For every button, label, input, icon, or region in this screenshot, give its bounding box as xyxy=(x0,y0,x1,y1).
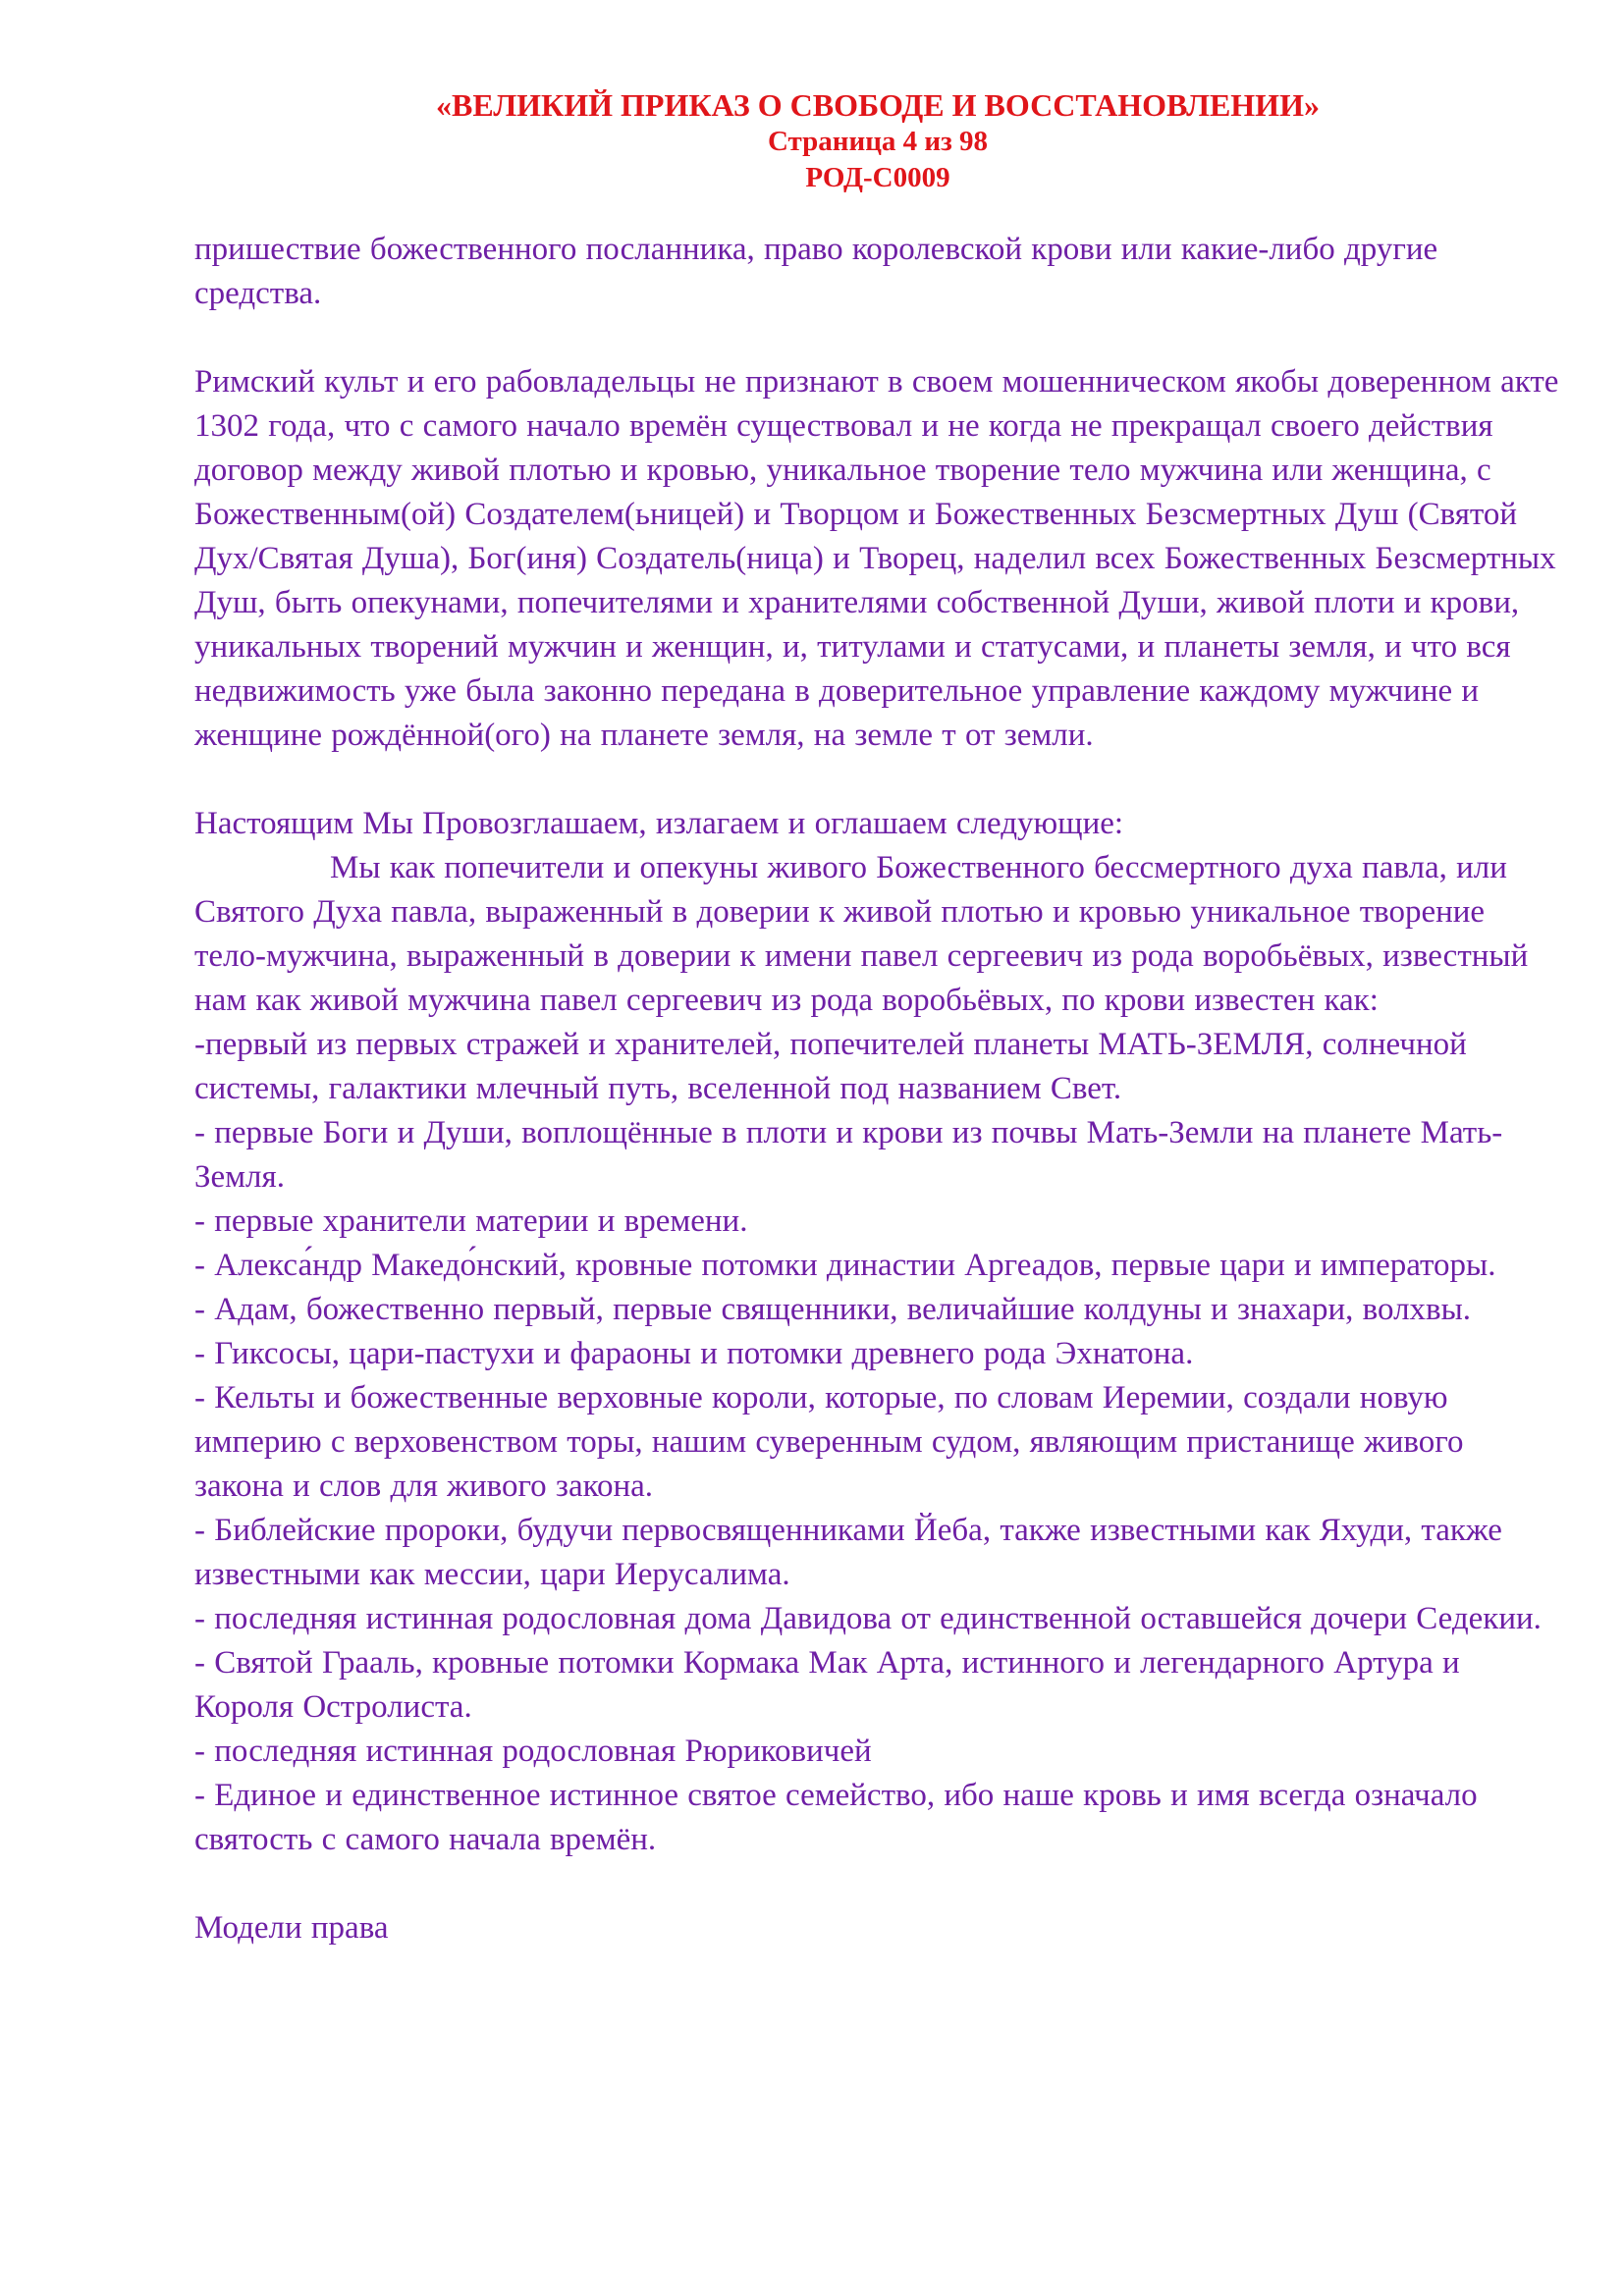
document-code: РОД-С0009 xyxy=(805,162,950,193)
paragraph: - последняя истинная родословная дома Давидова от единственной оставшейся дочери Седекии. xyxy=(194,1601,1542,1636)
document-title: «ВЕЛИКИЙ ПРИКАЗ О СВОБОДЕ И ВОССТАНОВЛЕНИИ» xyxy=(436,87,1320,123)
blank-line xyxy=(194,316,1561,360)
paragraph: - Библейские пророки, будучи первосвященниками Йеба, также известными как Яхуди, также известными как мессии, цари Иерусалима. xyxy=(194,1513,1502,1592)
paragraph: - Кельты и божественные верховные короли, которые, по словам Иеремии, создали новую империю с верховенством торы, нашим суверенным судом, являющим пристанище живого закона и слов для живого закона. xyxy=(194,1380,1464,1504)
document-header xyxy=(194,86,1561,196)
document-body xyxy=(194,228,1561,1950)
paragraph: -первый из первых стражей и хранителей, попечителей планеты МАТЬ-ЗЕМЛЯ, солнечной системы, галактики млечный путь, вселенной под названием Свет. xyxy=(194,1027,1467,1106)
paragraph: - первые Боги и Души, воплощённые в плоти и крови из почвы Мать-Земли на планете Мать-Земля. xyxy=(194,1115,1503,1195)
paragraph: - Гиксосы, цари-пастухи и фараоны и потомки древнего рода Эхнатона. xyxy=(194,1336,1194,1371)
paragraph: - Святой Грааль, кровные потомки Кормака Мак Арта, истинного и легендарного Артура и Короля Остролиста. xyxy=(194,1645,1460,1725)
blank-line xyxy=(194,758,1561,802)
blank-line xyxy=(194,1862,1561,1906)
paragraph: Римский культ и его рабовладельцы не признают в своем мошенническом якобы доверенном акте 1302 года, что с самого начало времён существовал и не когда не прекращал своего действия договор между живой плотью и кровью, уникальное творение тело мужчина или женщина, с Божественным(ой) Создателем(ьницей) и Творцом и Божественных Безсмертных Душ (Святой Дух/Святая Душа), Бог(иня) Создатель(ница) и Творец, наделил всех Божественных Безсмертных Душ, быть опекунами, попечителями и хранителями собственной Души, живой плоти и крови, уникальных творений мужчин и женщин, и, титулами и статусами, и планеты земля, и что вся недвижимость уже была законно передана в доверительное управление каждому мужчине и женщине рождённой(ого) на планете земля, на земле т от земли. xyxy=(194,364,1559,753)
paragraph: Модели права xyxy=(194,1910,389,1946)
paragraph: Мы как попечители и опекуны живого Божественного бессмертного духа павла, или Святого Духа павла, выраженный в доверии к живой плотью и кровью уникальное творение тело-мужчина, выраженный в доверии к имени павел сергеевич из рода воробьёвых, известный нам как живой мужчина павел сергеевич из рода воробьёвых, по крови известен как: xyxy=(194,850,1529,1018)
paragraph: - Единое и единственное истинное святое семейство, ибо наше кровь и имя всегда означало святость с самого начала времён. xyxy=(194,1778,1478,1857)
paragraph: - Алекса́ндр Македо́нский, кровные потомки династии Аргеадов, первые цари и императоры. xyxy=(194,1248,1496,1283)
paragraph: Настоящим Мы Провозглашаем, излагаем и оглашаем следующие: xyxy=(194,806,1124,841)
paragraph: - Адам, божественно первый, первые священники, величайшие колдуны и знахари, волхвы. xyxy=(194,1292,1472,1327)
paragraph: пришествие божественного посланника, право королевской крови или какие-либо другие средства. xyxy=(194,232,1438,311)
page-indicator: Страница 4 из 98 xyxy=(767,126,989,157)
paragraph: - последняя истинная родословная Рюриковичей xyxy=(194,1734,872,1769)
paragraph: - первые хранители материи и времени. xyxy=(194,1203,748,1239)
